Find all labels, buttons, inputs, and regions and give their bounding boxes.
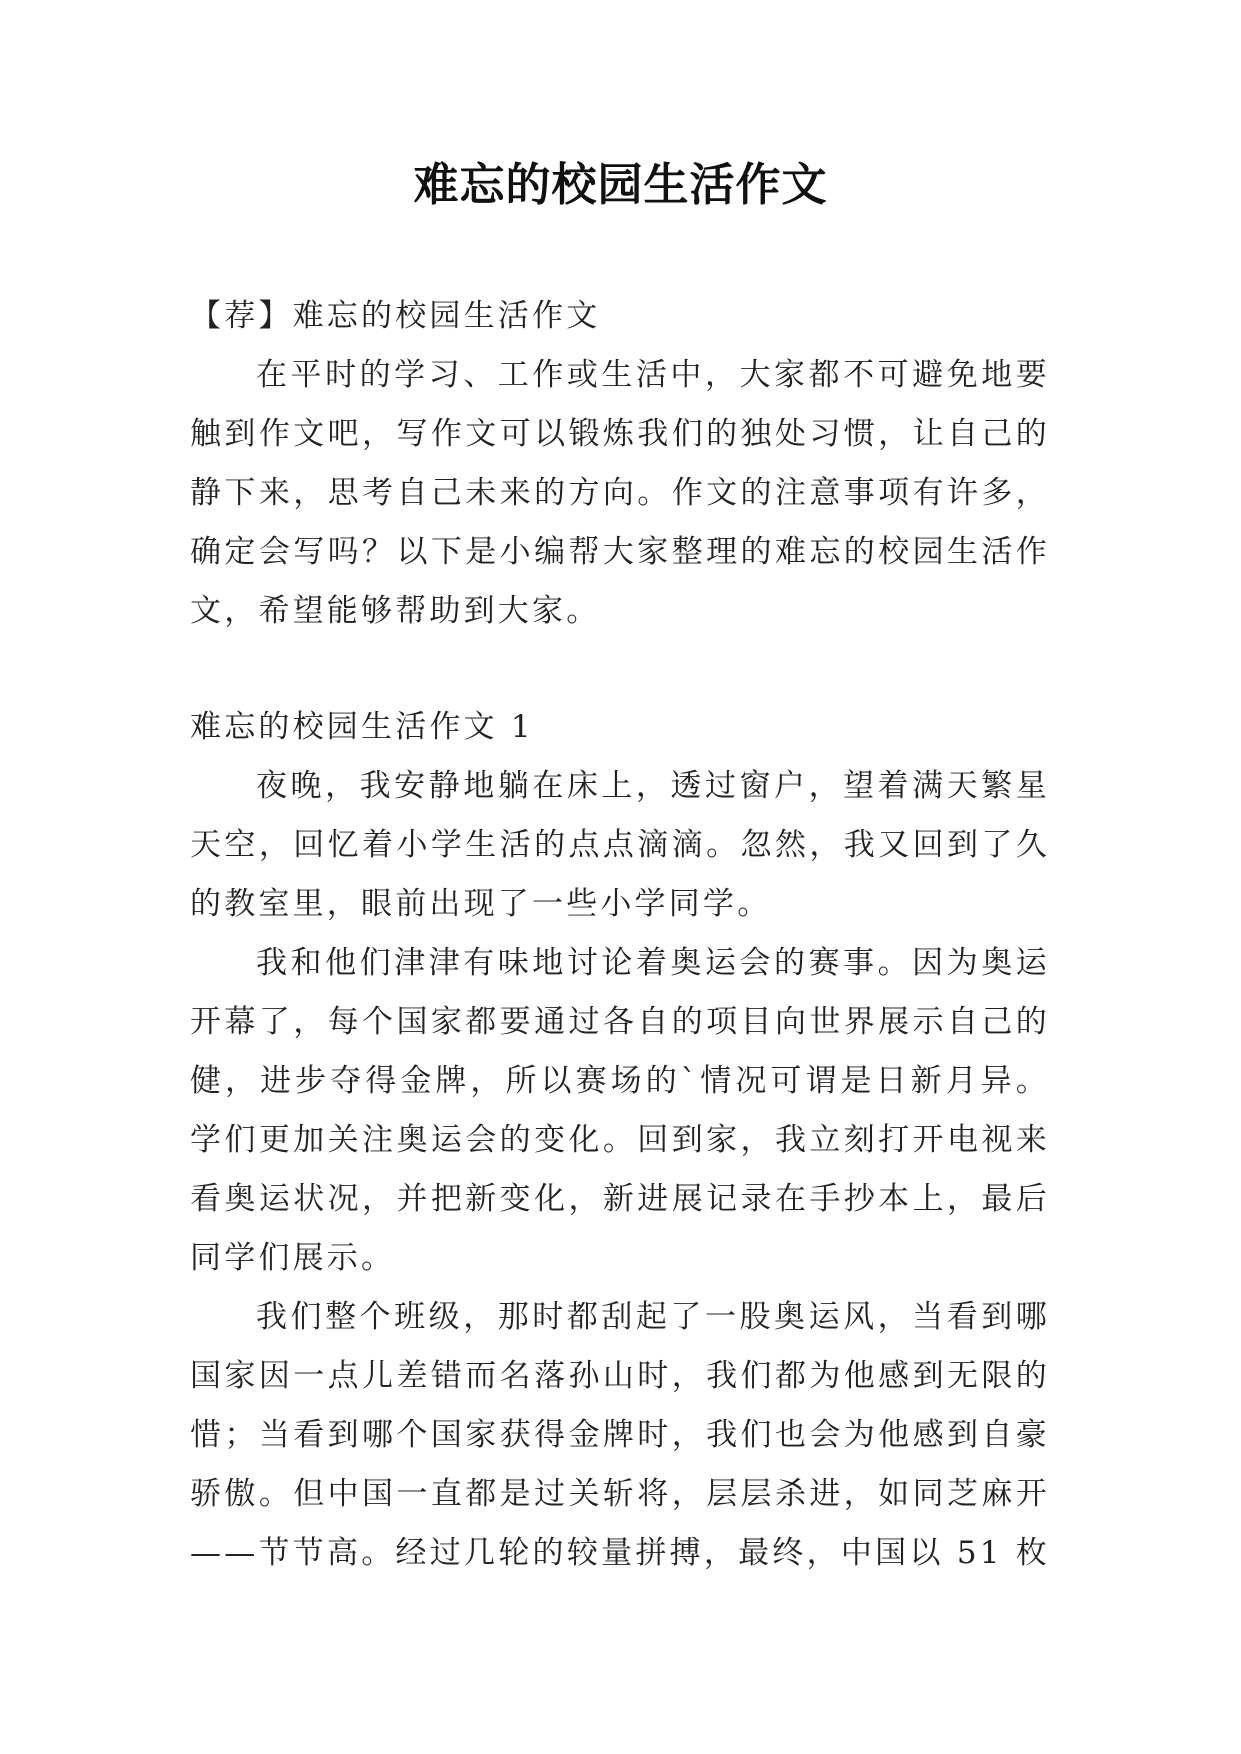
text-line: 静下来，思考自己未来的方向。作文的注意事项有许多， (190, 475, 1050, 511)
text-line: 我们整个班级，那时都刮起了一股奥运风，当看到哪 (256, 1299, 1050, 1335)
text-line: 国家因一点儿差错而名落孙山时，我们都为他感到无限的 (190, 1358, 1050, 1394)
text-line: 天空，回忆着小学生活的点点滴滴。忽然，我又回到了久 (190, 827, 1050, 863)
paragraph-2 (190, 934, 1050, 1288)
text-line: 我和他们津津有味地讨论着奥运会的赛事。因为奥运 (256, 945, 1050, 981)
section-heading: 难忘的校园生活作文 1 (190, 709, 534, 745)
text-line: 看奥运状况，并把新变化，新进展记录在手抄本上，最后 (190, 1181, 1050, 1217)
text-line: 确定会写吗？以下是小编帮大家整理的难忘的校园生活作 (190, 534, 1050, 570)
text-line: 健，进步夺得金牌，所以赛场的`情况可谓是日新月异。 (190, 1063, 1050, 1099)
paragraph-1 (190, 757, 1050, 934)
document-body (190, 287, 1050, 1583)
text-line: 开幕了，每个国家都要通过各自的项目向世界展示自己的 (190, 1004, 1050, 1040)
document-subtitle: 【荐】难忘的校园生活作文 (190, 298, 601, 334)
intro-paragraph (190, 346, 1050, 641)
paragraph-spacer (190, 641, 1050, 698)
text-line: 的教室里，眼前出现了一些小学同学。 (190, 886, 772, 922)
text-line: 同学们展示。 (190, 1240, 396, 1276)
document-title: 难忘的校园生活作文 (413, 158, 828, 211)
text-line: 学们更加关注奥运会的变化。回到家，我立刻打开电视来 (190, 1122, 1050, 1158)
text-line: 夜晚，我安静地躺在床上，透过窗户，望着满天繁星 (256, 768, 1050, 804)
text-line: 触到作文吧，写作文可以锻炼我们的独处习惯，让自己的 (190, 416, 1050, 452)
paragraph-3 (190, 1288, 1050, 1583)
text-line: 文，希望能够帮助到大家。 (190, 593, 601, 629)
text-line: 惜；当看到哪个国家获得金牌时，我们也会为他感到自豪 (190, 1417, 1050, 1453)
text-line: 骄傲。但中国一直都是过关斩将，层层杀进，如同芝麻开 (190, 1476, 1050, 1512)
text-line: ——节节高。经过几轮的较量拼搏，最终，中国以 51 枚 (190, 1535, 1050, 1571)
text-line: 在平时的学习、工作或生活中，大家都不可避免地要 (256, 357, 1050, 393)
